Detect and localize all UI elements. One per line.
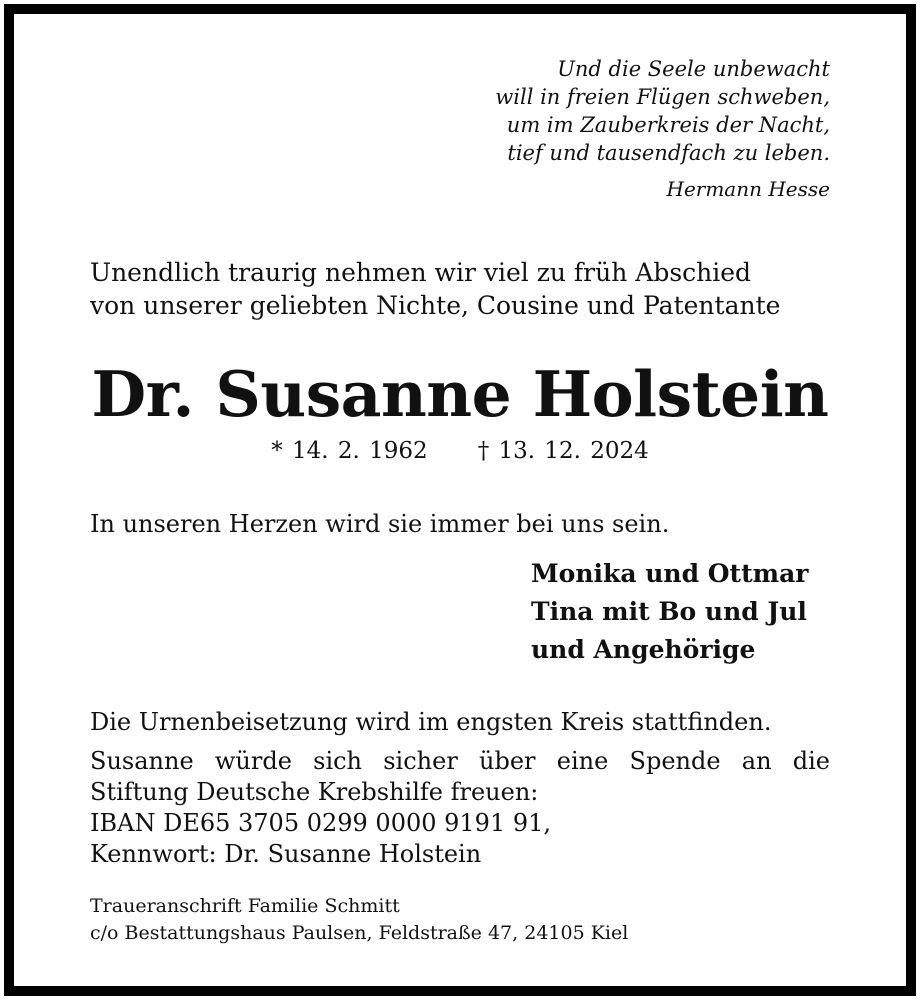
memorial-line: In unseren Herzen wird sie immer bei uns sein. bbox=[90, 510, 670, 538]
donation-line: Susanne würde sich sicher über eine Spende an die bbox=[90, 747, 830, 775]
donation-line: Stiftung Deutsche Krebshilfe freuen: bbox=[90, 778, 539, 806]
family-line: Tina mit Bo und Jul bbox=[531, 597, 807, 626]
poem-block bbox=[495, 55, 830, 203]
intro-line: Unendlich traurig nehmen wir viel zu früh Abschied bbox=[90, 258, 752, 287]
birth-date: * 14. 2. 1962 bbox=[271, 438, 428, 464]
family-line: und Angehörige bbox=[531, 635, 756, 664]
mourning-address bbox=[90, 893, 830, 947]
deceased-name: Dr. Susanne Holstein bbox=[91, 357, 829, 431]
funeral-note: Die Urnenbeisetzung wird im engsten Kreis stattfinden. bbox=[90, 708, 772, 736]
address-line: Traueranschrift Familie Schmitt bbox=[90, 895, 400, 917]
poem-line: um im Zauberkreis der Nacht, bbox=[506, 113, 830, 137]
poem-line: will in freien Flügen schweben, bbox=[495, 85, 830, 109]
family-signature bbox=[531, 555, 808, 669]
donation-block bbox=[90, 746, 830, 870]
life-dates bbox=[90, 436, 830, 466]
poem-line: Und die Seele unbewacht bbox=[557, 57, 830, 81]
death-date: † 13. 12. 2024 bbox=[477, 438, 649, 464]
address-line: c/o Bestattungshaus Paulsen, Feldstraße 47, 24105 Kiel bbox=[90, 922, 629, 944]
donation-iban: IBAN DE65 3705 0299 0000 9191 91, bbox=[90, 809, 552, 837]
poem-author: Hermann Hesse bbox=[666, 177, 830, 201]
donation-keyword: Kennwort: Dr. Susanne Holstein bbox=[90, 840, 482, 868]
family-line: Monika und Ottmar bbox=[531, 559, 809, 588]
intro-line: von unserer geliebten Nichte, Cousine und Patentante bbox=[90, 291, 781, 320]
intro-text bbox=[90, 256, 830, 322]
poem-line: tief und tausendfach zu leben. bbox=[507, 141, 830, 165]
